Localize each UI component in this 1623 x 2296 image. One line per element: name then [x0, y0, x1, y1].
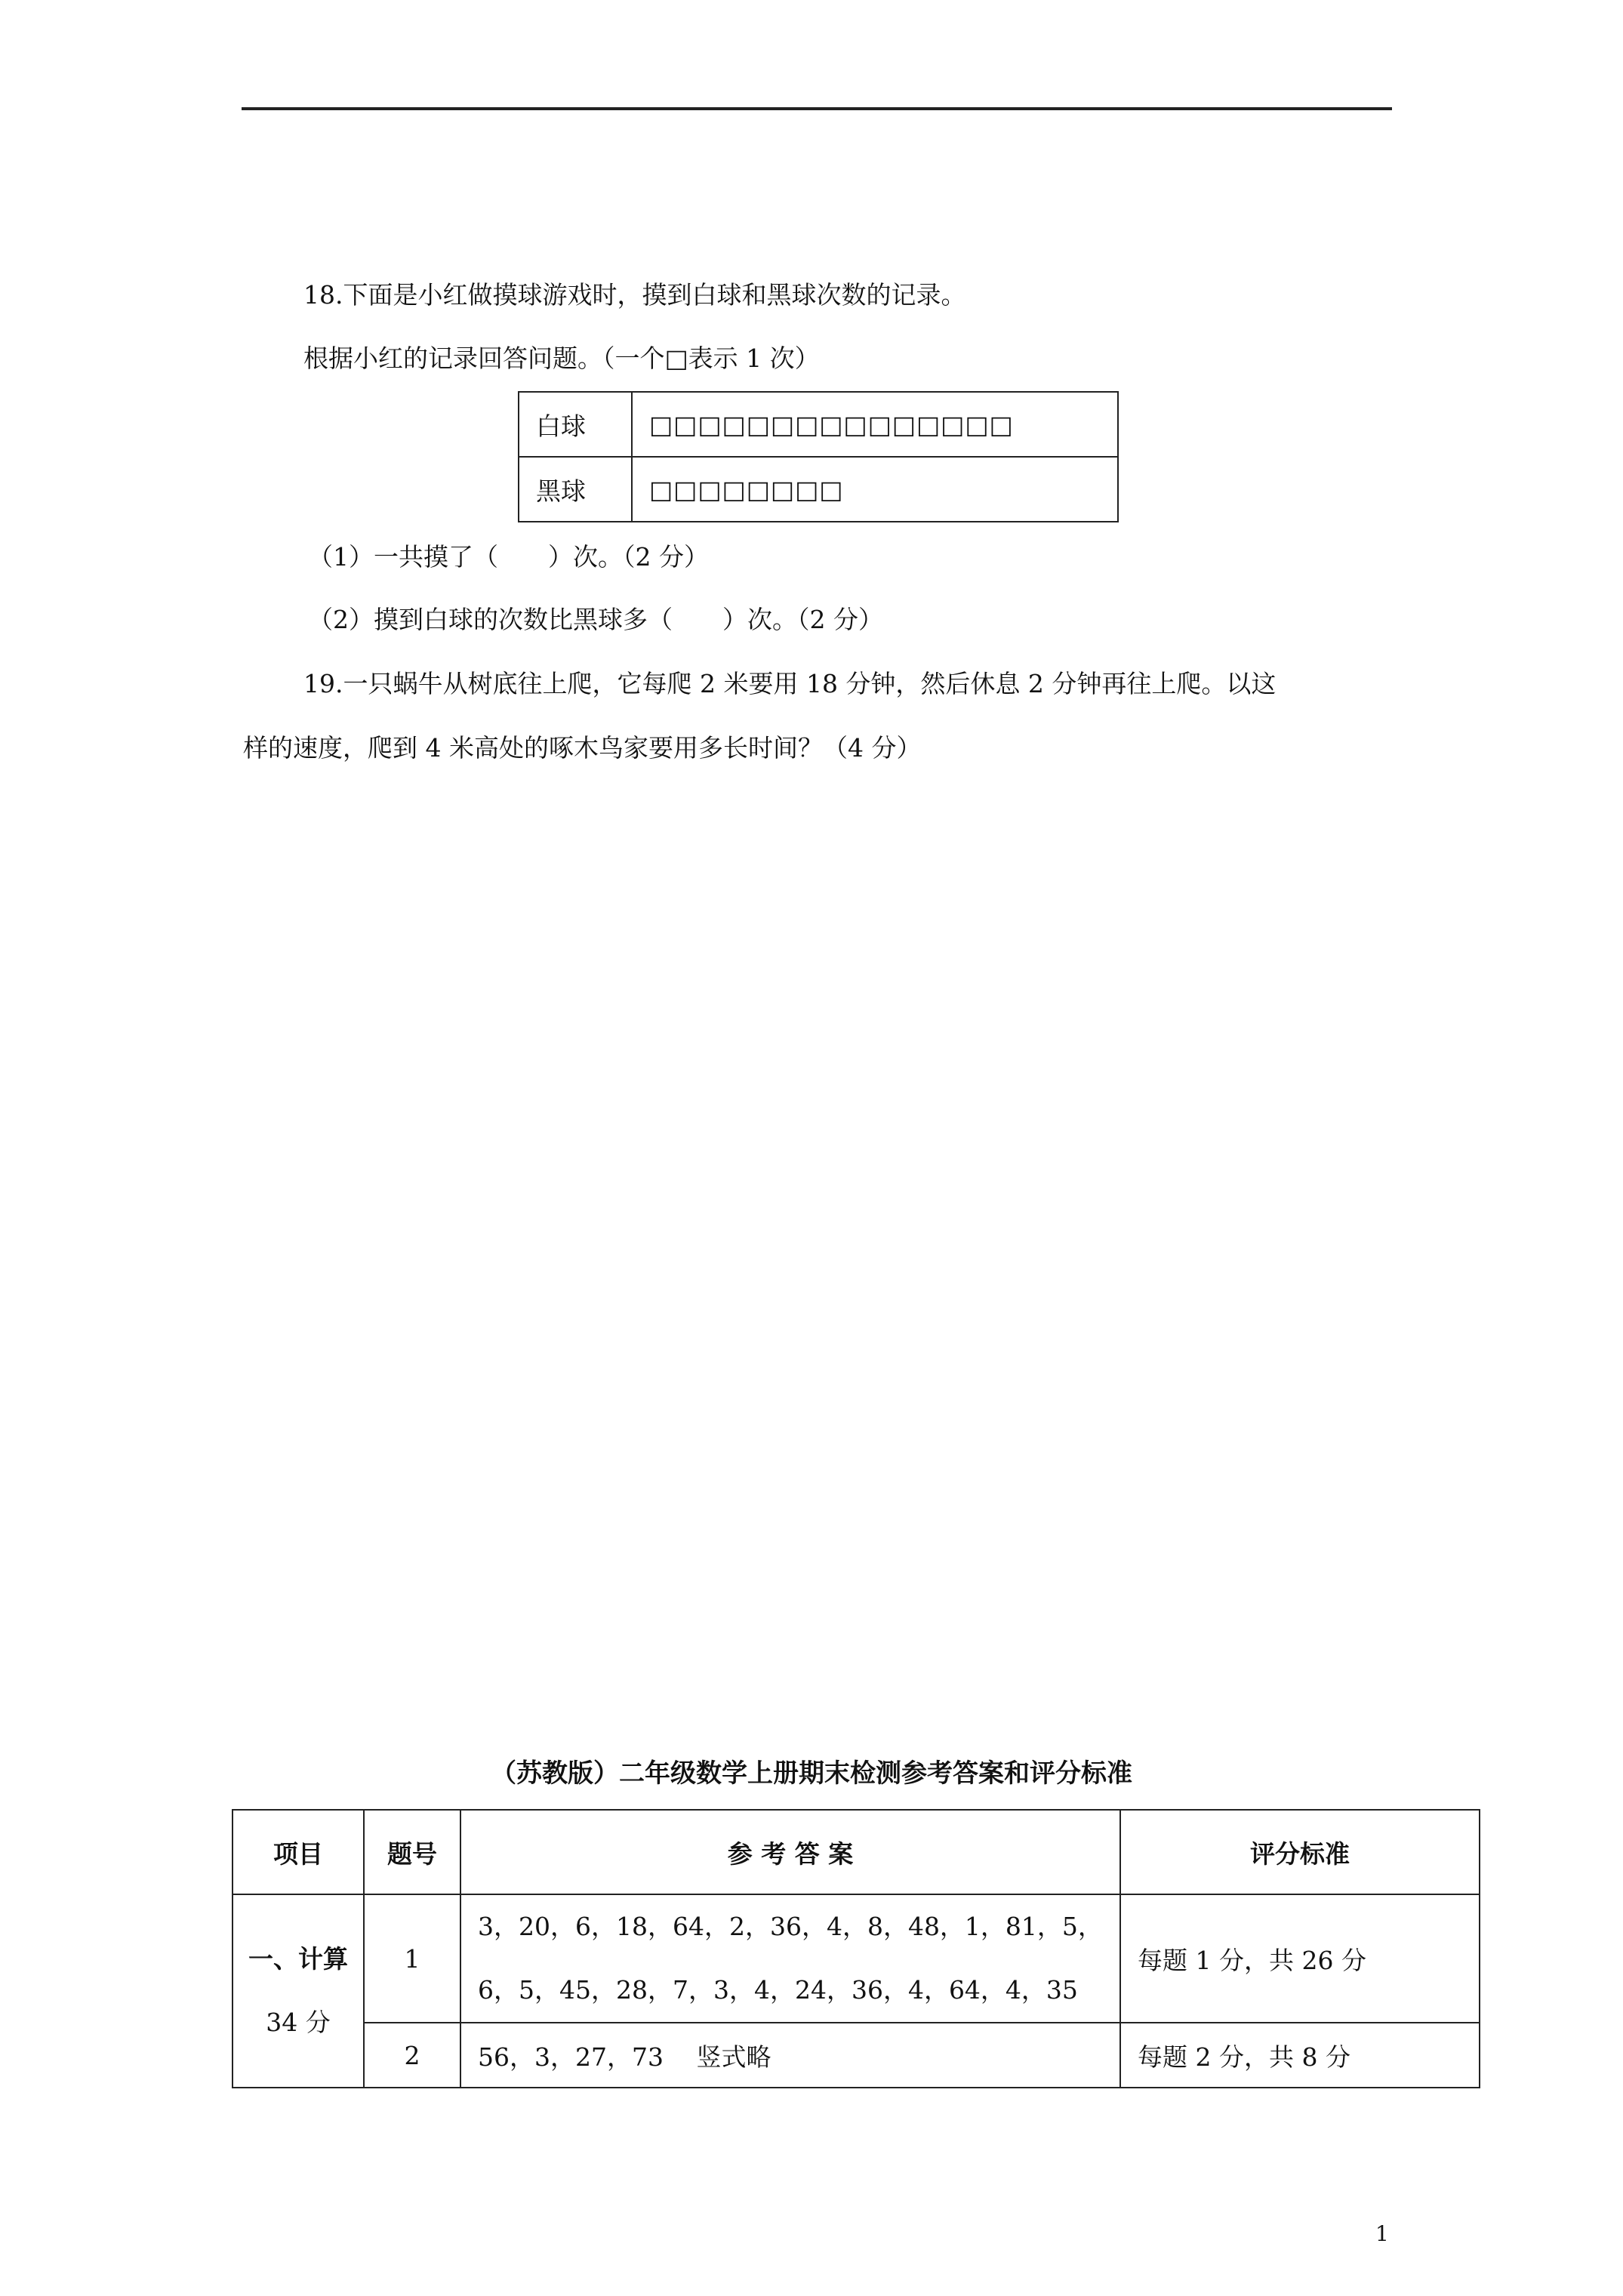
header-answer: 参 考 答 案: [460, 1810, 1120, 1894]
black-ball-label: 黑球: [519, 457, 632, 522]
question-18-part-1: （1）一共摸了（ ）次。（2 分）: [308, 542, 709, 572]
table-row: [519, 392, 1118, 457]
section-points: 34 分: [266, 2008, 331, 2037]
ball-record-table: [518, 391, 1119, 522]
table-row: [233, 1894, 1480, 2023]
header-rule: [242, 107, 1392, 110]
answer-cell: 56，3，27，73 竖式略: [460, 2023, 1120, 2088]
question-19-text-line-1: 19.一只蜗牛从树底往上爬，它每爬 2 米要用 18 分钟，然后休息 2 分钟再往上爬。以这: [303, 669, 1277, 698]
question-19-text-line-2: 样的速度，爬到 4 米高处的啄木鸟家要用多长时间？（4 分）: [243, 733, 922, 763]
header-number: 题号: [364, 1810, 460, 1894]
header-score: 评分标准: [1120, 1810, 1480, 1894]
question-18-instruction: 根据小红的记录回答问题。（一个□表示 1 次）: [303, 344, 820, 373]
table-header-row: [233, 1810, 1480, 1894]
question-18-part-2: （2）摸到白球的次数比黑球多（ ）次。（2 分）: [308, 605, 883, 634]
section-cell: [233, 1894, 364, 2088]
white-ball-label: 白球: [519, 392, 632, 457]
table-row: [519, 457, 1118, 522]
section-name: 一、计算: [248, 1944, 348, 1974]
header-item: 项目: [233, 1810, 364, 1894]
answer-key-table: [232, 1809, 1480, 2088]
black-ball-marks: □□□□□□□□: [632, 457, 1118, 522]
answer-line: 6，5，45，28，7，3，4，24，36，4，64，4，35: [478, 1975, 1078, 2005]
question-18-text: 18.下面是小红做摸球游戏时，摸到白球和黑球次数的记录。: [303, 280, 966, 310]
question-number: 1: [364, 1894, 460, 2023]
white-ball-marks: □□□□□□□□□□□□□□□: [632, 392, 1118, 457]
answer-key-title: （苏教版）二年级数学上册期末检测参考答案和评分标准: [491, 1758, 1132, 1789]
answer-cell: [460, 1894, 1120, 2023]
answer-line: 3，20，6，18，64，2，36，4，8，48，1，81，5，: [478, 1912, 1103, 1941]
page-number: 1: [1375, 2221, 1389, 2246]
question-number: 2: [364, 2023, 460, 2088]
score-cell: 每题 2 分，共 8 分: [1120, 2023, 1480, 2088]
score-cell: 每题 1 分，共 26 分: [1120, 1894, 1480, 2023]
table-row: [233, 2023, 1480, 2088]
